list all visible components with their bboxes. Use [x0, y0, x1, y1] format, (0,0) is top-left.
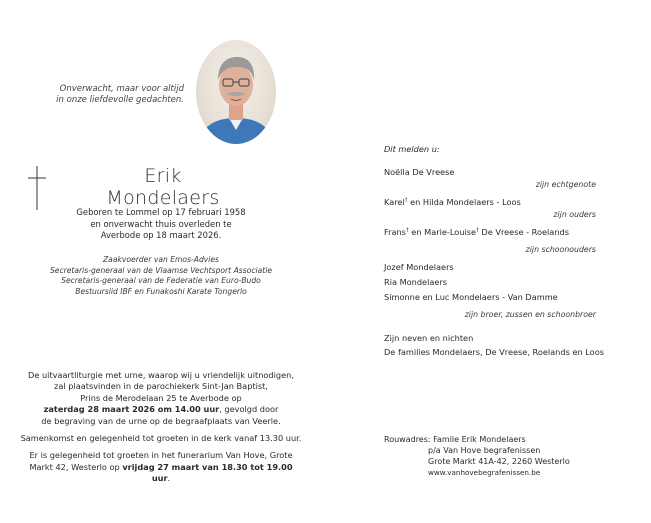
portrait-illustration: [196, 40, 276, 144]
latin-cross-icon: [28, 166, 46, 210]
announcement-intro: Dit melden u:: [384, 144, 440, 154]
partner-name: Noëlla De Vreese: [384, 167, 455, 177]
gathering-text: Samenkomst en gelegenheid tot groeten in de kerk vanaf 13.30 uur.: [20, 433, 302, 444]
roles-list: [40, 255, 282, 297]
rouwadres-block: [384, 434, 614, 478]
visitation-time: vrijdag 27 maart van 18.30 tot 19.00 uur: [122, 461, 293, 484]
dagger-mark: †: [476, 227, 479, 234]
nephews-text: Zijn neven en nichten: [384, 333, 474, 343]
parent-name: en Hilda Mondelaers - Loos: [407, 197, 521, 207]
motto: [22, 84, 184, 106]
birth-death-line: Geboren te Lommel op 17 februari 1958: [76, 207, 246, 217]
parents-names: [384, 197, 596, 208]
rouwadres-website: www.vanhovebegrafenissen.be: [428, 468, 541, 477]
visitation-text: [20, 450, 302, 484]
sibling-name: Simonne en Luc Mondelaers - Van Damme: [384, 292, 558, 302]
families-text: De families Mondelaers, De Vreese, Roelands en Loos: [384, 347, 604, 357]
funeral-line: , gevolgd door: [219, 404, 279, 415]
role-item: Secretaris-generaal van de Federatie van Euro-Budo: [61, 276, 261, 285]
deceased-name: Erik Mondelaers: [106, 165, 220, 209]
funeral-date: zaterdag 28 maart 2026 om 14.00 uur: [43, 404, 220, 415]
birth-death-info: [50, 207, 272, 242]
rouwadres-name: Famile Erik Mondelaers: [433, 435, 526, 444]
rouwadres-care-of: p/a Van Hove begrafenissen: [428, 446, 541, 455]
motto-line: in onze liefdevolle gedachten.: [56, 95, 184, 105]
dagger-mark: †: [405, 227, 409, 234]
role-item: Bestuurslid IBF en Funakoshi Karate Tongerlo: [75, 286, 247, 296]
visitation-line: Er is gelegenheid tot groeten in het funerarium Van Hove, Grote: [29, 450, 293, 461]
funeral-line: zal plaatsvinden in de parochiekerk Sint-Jan Baptist,: [54, 381, 268, 392]
funeral-line: De uitvaartliturgie met urne, waarop wij u vriendelijk uitnodigen,: [28, 370, 294, 380]
inlaw-name: Frans: [384, 227, 406, 237]
funeral-line: Prins de Merodelaan 25 te Averbode op: [80, 392, 242, 403]
birth-death-line: Averbode op 18 maart 2026.: [100, 230, 222, 241]
dagger-mark: †: [404, 197, 408, 204]
rouwadres-address: Grote Markt 41A-42, 2260 Westerlo: [428, 457, 570, 466]
visitation-line: .: [167, 473, 171, 484]
rouwadres-line: [384, 434, 614, 445]
partner-relation: zijn echtgenote: [535, 180, 596, 189]
inlaws-relation: zijn schoonouders: [525, 245, 596, 254]
sibling-name: Ria Mondelaers: [384, 277, 448, 287]
inlaw-name: De Vreese - Roelands: [478, 227, 569, 237]
motto-line: Onverwacht, maar voor altijd: [59, 84, 184, 94]
role-item: Zaakvoerder van Emos-Advies: [102, 255, 220, 264]
inlaw-name: en Marie-Louise: [408, 227, 477, 237]
funeral-line: de begraving van de urne op de begraafplaats van Veerle.: [41, 415, 281, 426]
parents-relation: zijn ouders: [553, 210, 596, 219]
portrait-photo: [196, 40, 276, 144]
birth-death-line: en onverwacht thuis overleden te: [90, 218, 232, 229]
visitation-line: Markt 42, Westerlo op: [29, 461, 123, 472]
sibling-name: Jozef Mondelaers: [384, 262, 454, 272]
funeral-paragraph-1: [20, 370, 302, 427]
role-item: Secretaris-generaal van de Vlaamse Vechtsport Associatie: [49, 265, 273, 275]
parent-name: Karel: [384, 197, 405, 207]
funeral-info: [20, 370, 302, 485]
inlaws-names: [384, 227, 596, 238]
siblings-relation: zijn broer, zussen en schoonbroer: [464, 310, 596, 319]
rouwadres-label: Rouwadres:: [384, 435, 431, 444]
